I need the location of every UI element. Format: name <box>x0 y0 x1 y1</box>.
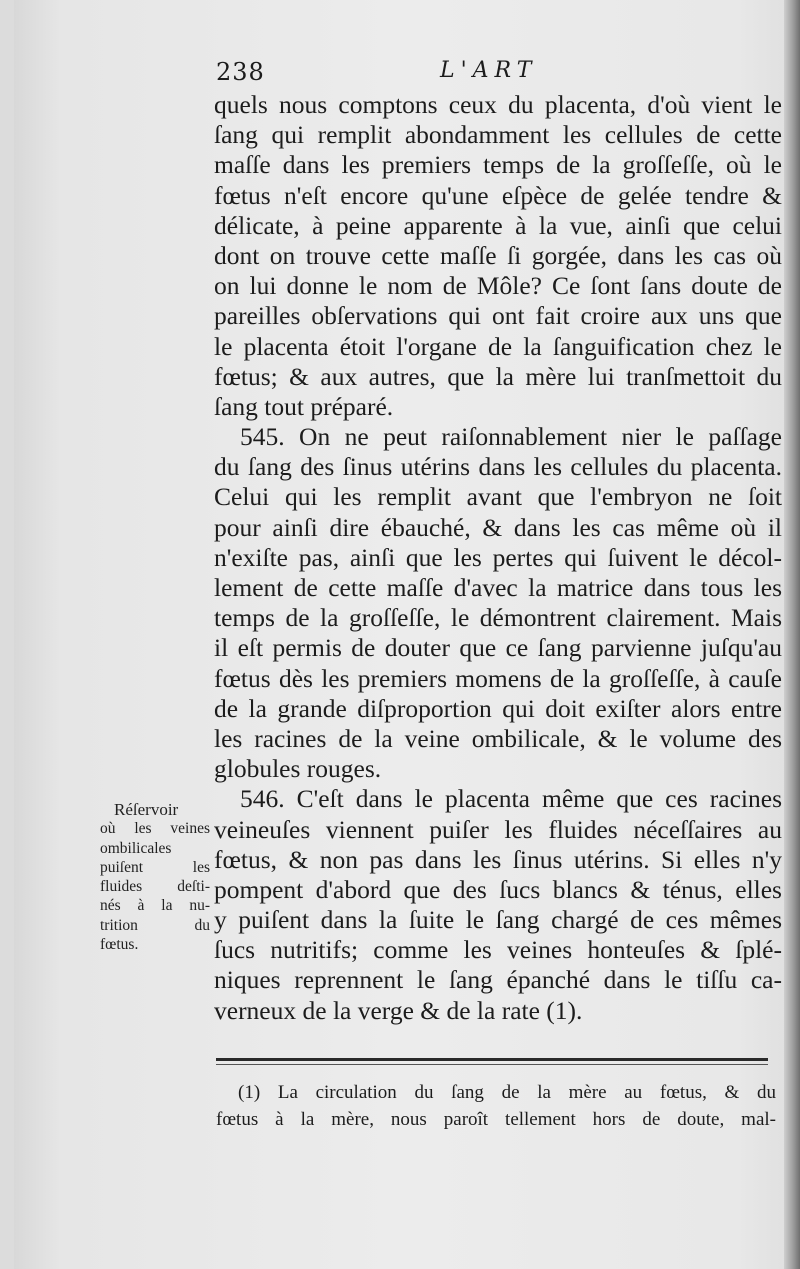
margin-note-line: Réſervoir <box>114 800 179 819</box>
text-line: fœtus; & aux autres, que la mère lui tranſmettoit du <box>214 361 782 391</box>
paragraph-545-start: 545. On ne peut raiſonnablement nier le paſſage <box>240 422 782 452</box>
text-line: de la grande diſproportion qui doit exiſter alors entre <box>214 693 782 723</box>
text-line: Celui qui les remplit avant que l'embryon ne ſoit <box>214 482 782 512</box>
text-line: lement de cette maſſe d'avec la matrice dans tous les <box>214 573 782 602</box>
text-line: ſang qui remplit abondamment les cellules de cette <box>214 120 782 150</box>
text-line: maſſe dans les premiers temps de la groſſeſſe, où le <box>214 150 782 180</box>
text-line: niques reprennent le ſang épanché dans le tiſſu ca- <box>214 965 782 995</box>
text-line: fœtus n'eſt encore qu'une eſpèce de gelée tendre & <box>214 180 782 210</box>
text-line: globules rouges. <box>214 754 382 784</box>
text-line: veineuſes viennent puiſer les fluides néceſſaires au <box>214 814 782 844</box>
paragraph-546-start: 546. C'eſt dans le placenta même que ces racines <box>240 784 782 814</box>
footnote <box>216 1079 776 1133</box>
page-number: 238 <box>216 58 265 86</box>
margin-note-line: ombilicales <box>100 839 172 857</box>
margin-note-line: où les veines <box>100 820 210 838</box>
text-line: ſucs nutritifs; comme les veines honteuſes & ſplé- <box>214 935 782 965</box>
footnote-separator-thin <box>216 1064 768 1065</box>
text-line: pompent d'abord que des ſucs blancs & ténus, elles <box>214 874 782 904</box>
footnote-line: (1) La circulation du ſang de la mère au fœtus, & du <box>238 1082 776 1103</box>
page-header <box>0 58 800 88</box>
text-line: pareilles obſervations qui ont fait croire aux uns que <box>214 301 782 331</box>
margin-note-line: trition du <box>100 916 210 934</box>
page-edge-shadow <box>784 0 800 1269</box>
text-line: n'exiſte pas, ainſi que les pertes qui ſuivent le décol- <box>214 542 782 572</box>
text-line: pour ainſi dire ébauché, & dans les cas même où il <box>214 512 782 542</box>
text-line: verneux de la verge & de la rate (1). <box>214 995 583 1025</box>
text-line: fœtus, & non pas dans les ſinus utérins. Si elles n'y <box>214 844 782 874</box>
margin-note-line: fluides deſti- <box>100 878 210 896</box>
margin-note <box>100 800 210 954</box>
text-line: y puiſent dans la ſuite le ſang chargé de ces mêmes <box>214 905 782 935</box>
text-line: fœtus dès les premiers momens de la groſſeſſe, à cauſe <box>214 663 782 693</box>
margin-note-line: fœtus. <box>100 936 139 954</box>
text-line: ſang tout préparé. <box>214 391 394 421</box>
footnote-line: fœtus à la mère, nous paroît tellement hors de doute, mal- <box>216 1109 776 1130</box>
running-head: L'ART <box>440 58 538 83</box>
text-line: il eſt permis de douter que ce ſang parvienne juſqu'au <box>214 633 782 663</box>
text-line: temps de la groſſeſſe, le démontrent clairement. Mais <box>214 603 782 633</box>
margin-note-line: puiſent les <box>100 858 210 876</box>
text-line: dont on trouve cette maſſe ſi gorgée, dans les cas où <box>214 240 782 270</box>
text-line: délicate, à peine apparente à la vue, ainſi que celui <box>214 210 782 240</box>
main-text <box>214 90 782 1026</box>
text-line: le placenta étoit l'organe de la ſanguification chez le <box>214 331 782 361</box>
text-line: on lui donne le nom de Môle? Ce ſont ſans doute de <box>214 271 782 301</box>
footnote-separator <box>216 1058 768 1061</box>
text-line: les racines de la veine ombilicale, & le volume des <box>214 723 782 753</box>
text-line: quels nous comptons ceux du placenta, d'où vient le <box>214 90 782 119</box>
margin-note-line: nés à la nu- <box>100 897 210 915</box>
text-line: du ſang des ſinus utérins dans les cellules du placenta. <box>214 452 782 482</box>
